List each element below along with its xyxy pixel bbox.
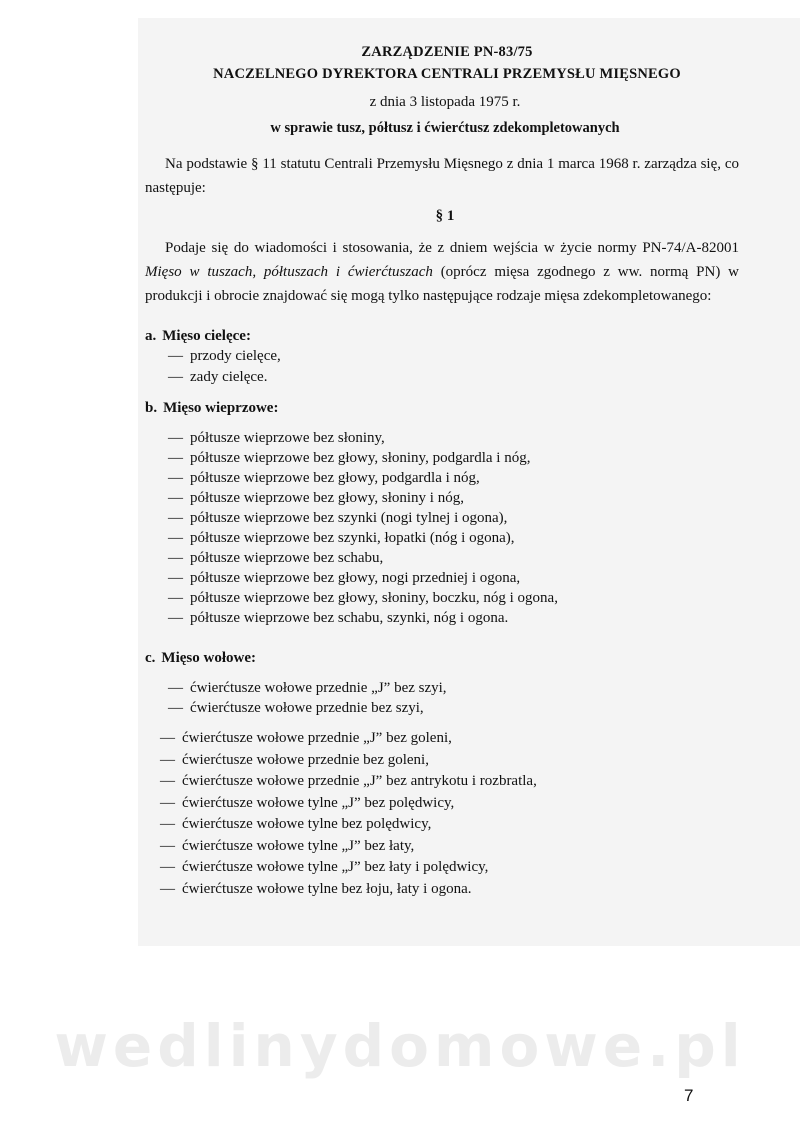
main-text-part1: Podaje się do wiadomości i stosowania, że z dniem wejścia w życie normy PN-74/A-82001	[165, 240, 739, 256]
veal-list	[168, 346, 281, 388]
document-date: z dnia 3 listopada 1975 r.	[369, 94, 521, 110]
list-item: — półtusze wieprzowe bez głowy, podgardla i nóg,	[168, 470, 480, 486]
document-subject: w sprawie tusz, półtusz i ćwierćtusz zdekompletowanych	[270, 120, 620, 136]
main-text-part2: (oprócz mięsa zgodnego z ww. normą PN) w produkcji i obrocie znajdować się mogą tylko następujące rodzaje mięsa zdekompletowanego:	[145, 264, 739, 304]
heading-pork-letter: b.	[145, 400, 158, 416]
list-item: — półtusze wieprzowe bez szynki (nogi tylnej i ogona),	[168, 510, 508, 526]
list-item: — ćwierćtusze wołowe przednie bez szyi,	[168, 700, 424, 716]
section-mark: § 1	[435, 208, 455, 224]
heading-beef	[145, 650, 256, 667]
watermark: wedlinydomowe.pl	[54, 1012, 746, 1080]
heading-beef-text: Mięso wołowe:	[161, 650, 256, 666]
heading-pork-text: Mięso wieprzowe:	[163, 400, 279, 416]
list-item: — ćwierćtusze wołowe przednie „J” bez szyi,	[168, 680, 447, 696]
list-item: — ćwierćtusze wołowe tylne „J” bez łaty i polędwicy,	[160, 859, 489, 875]
beef-list-first	[168, 678, 447, 718]
list-item: — zady cielęce.	[168, 369, 268, 385]
list-item: — półtusze wieprzowe bez szynki, łopatki (nóg i ogona),	[168, 530, 515, 546]
list-item: — półtusze wieprzowe bez głowy, słoniny, boczku, nóg i ogona,	[168, 590, 558, 606]
intro-paragraph	[145, 152, 739, 200]
list-item: — ćwierćtusze wołowe przednie „J” bez antrykotu i rozbratla,	[160, 773, 537, 789]
heading-pork	[145, 400, 278, 417]
list-item: — półtusze wieprzowe bez głowy, nogi przedniej i ogona,	[168, 570, 521, 586]
main-paragraph	[145, 236, 739, 308]
list-item: — półtusze wieprzowe bez schabu,	[168, 550, 384, 566]
list-item: — półtusze wieprzowe bez słoniny,	[168, 430, 385, 446]
norm-title: Mięso w tuszach, półtuszach i ćwierćtuszach	[145, 264, 433, 280]
heading-veal	[145, 328, 251, 345]
heading-veal-text: Mięso cielęce:	[162, 328, 251, 344]
page-number: 7	[684, 1086, 694, 1105]
document-title-line-2: NACZELNEGO DYREKTORA CENTRALI PRZEMYSŁU MIĘSNEGO	[213, 66, 681, 82]
list-item: — półtusze wieprzowe bez głowy, słoniny i nóg,	[168, 490, 464, 506]
intro-text: Na podstawie § 11 statutu Centrali Przemysłu Mięsnego z dnia 1 marca 1968 r. zarządza się, co następuje:	[145, 156, 739, 196]
pork-list	[168, 428, 558, 628]
document-title-line-1: ZARZĄDZENIE PN-83/75	[361, 44, 533, 60]
beef-list-second	[160, 728, 537, 900]
list-item: — ćwierćtusze wołowe przednie bez goleni,	[160, 751, 429, 768]
list-item: — ćwierćtusze wołowe tylne bez polędwicy,	[160, 816, 432, 832]
list-item: — ćwierćtusze wołowe przednie „J” bez goleni,	[160, 730, 452, 746]
heading-beef-letter: c.	[145, 650, 156, 666]
list-item: — przody cielęce,	[168, 348, 281, 364]
list-item: — ćwierćtusze wołowe tylne „J” bez łaty,	[160, 837, 415, 854]
list-item: — ćwierćtusze wołowe tylne „J” bez polędwicy,	[160, 794, 455, 811]
list-item: — półtusze wieprzowe bez głowy, słoniny, podgardla i nóg,	[168, 450, 531, 466]
list-item: — półtusze wieprzowe bez schabu, szynki, nóg i ogona.	[168, 610, 509, 626]
list-item: — ćwierćtusze wołowe tylne bez łoju, łaty i ogona.	[160, 880, 472, 897]
heading-veal-letter: a.	[145, 328, 157, 344]
